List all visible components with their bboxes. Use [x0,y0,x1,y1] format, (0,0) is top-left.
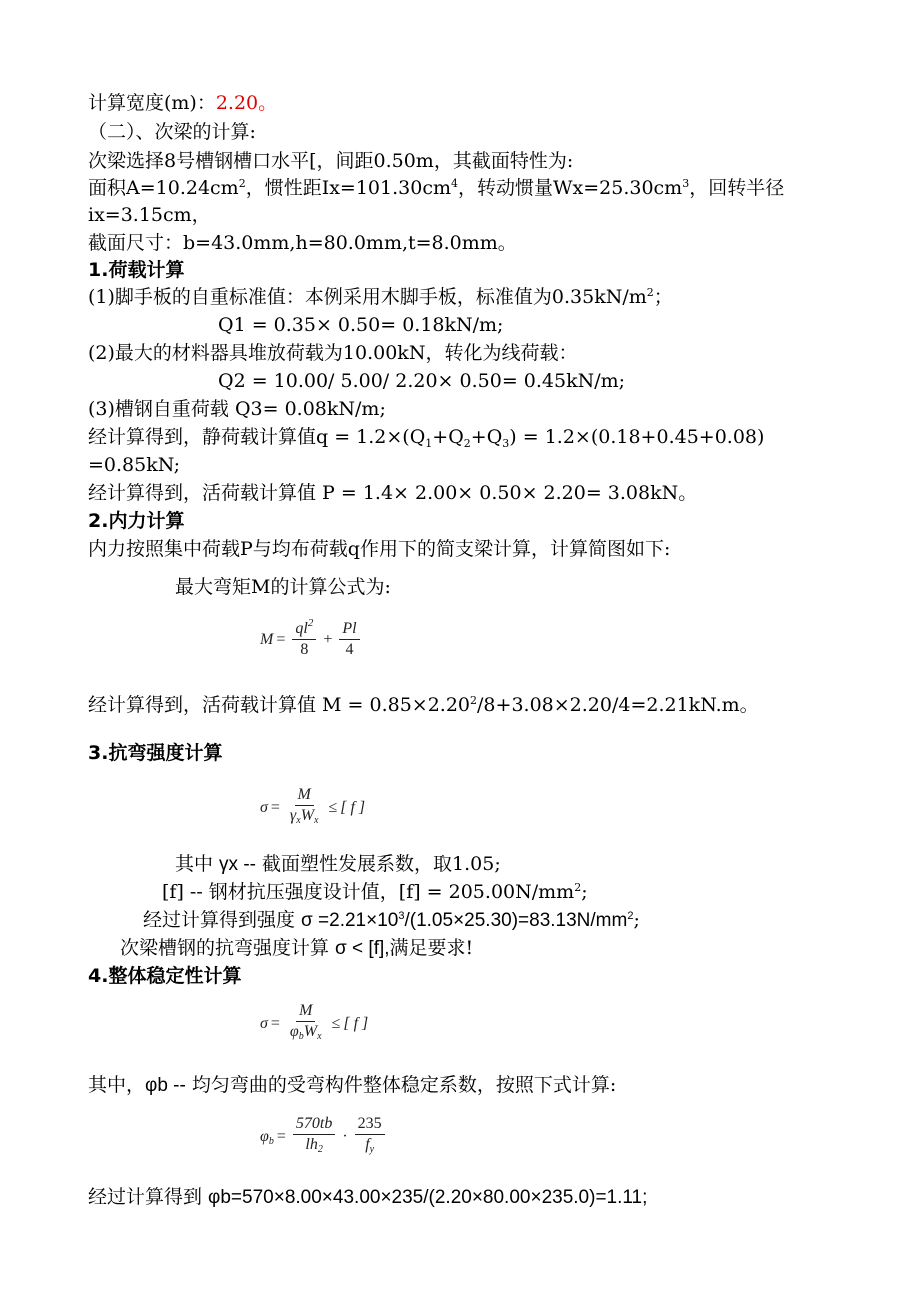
formula-fraction [287,1002,325,1046]
subscript: 2 [463,437,471,450]
highlight-value: 2.20。 [215,92,278,114]
text-line: (3)槽钢自重荷载 Q3= 0.08kN/m; [88,398,386,420]
section-heading: （二）、次梁的计算: [88,121,256,143]
subscript: b [298,1031,304,1042]
text-line [162,880,588,904]
text: ，回转半径 [689,177,785,199]
formula-operator: ≤ [331,1015,341,1032]
text: 均匀弯曲的受弯构件整体稳定系数，按照下式计算: [185,1074,617,1096]
formula-symbol: 235 [355,1115,385,1135]
superscript: 2 [307,617,314,629]
text-line [88,1185,647,1210]
subscript: 3 [502,437,510,450]
subscript: x [296,815,301,826]
text-line: 最大弯矩M的计算公式为: [175,576,391,598]
text: [f] -- 钢材抗压强度设计值，[f] = 205.00N/mm [162,881,575,903]
text: +Q [470,426,503,448]
formula-symbol: M [295,786,314,806]
subscript: 1 [425,437,433,450]
text-line: 经计算得到，活荷载计算值 P = 1.4× 2.00× 0.50× 2.20= 3.08kN。 [88,482,698,504]
formula-symbol: [ f ] [340,799,366,816]
formula-symbol: f [365,1136,370,1153]
formula-symbol: σ [260,1015,268,1032]
text-line [88,425,764,449]
formula-symbol: Pl [339,620,359,640]
text: 经计算得到，静荷载计算值q = 1.2×(Q [88,426,426,448]
symbol-text: σ =2.21×10 [301,910,399,931]
formula-bending-stress [260,786,365,830]
text: 经过计算得到强度 [143,909,302,931]
superscript: 2 [646,286,654,299]
superscript: 2 [574,881,582,894]
formula-operator: = [270,1015,280,1032]
subscript: 2 [317,1144,323,1155]
superscript: 3 [398,910,405,922]
superscript: 2 [238,177,246,190]
text-line: 截面尺寸：b=43.0mm,h=80.0mm,t=8.0mm。 [88,232,517,254]
symbol-text: /(1.05×25.30)=83.13N/mm [404,910,628,931]
subscript: y [369,1144,375,1155]
text-line [120,936,473,961]
text: 经计算得到，活荷载计算值 M = 0.85×2.20 [88,694,471,716]
subscript: b [268,1135,274,1147]
text: 次梁槽钢的抗弯强度计算 [120,937,336,959]
text: (1)脚手板的自重标准值：本例采用木脚手板，标准值为0.35kN/m [88,286,647,308]
calc-width-line [88,91,277,115]
formula-operator: = [276,1128,286,1145]
subscript: x [314,815,319,826]
text-line [175,852,501,877]
text: /8+3.08×2.20/4=2.21kN.m。 [477,694,759,716]
formula-fraction [287,786,322,830]
formula-symbol: φ [289,1023,299,1040]
formula-symbol: M [296,1002,315,1022]
formula-symbol [260,1128,274,1147]
text-line: 内力按照集中荷载P与均布荷载q作用下的简支梁计算，计算简图如下: [88,538,671,560]
heading-stability: 4.整体稳定性计算 [88,965,242,987]
text: ； [653,286,673,308]
text: ; [581,881,588,903]
text-line [88,693,759,717]
text: 满足要求! [389,937,474,959]
formula-fraction [292,617,316,659]
text-line: (2)最大的材料器具堆放荷载为10.00kN，转化为线荷载： [88,342,578,364]
superscript: 2 [627,910,634,922]
formula-symbol: lh [305,1136,318,1153]
formula-fraction [339,620,359,659]
formula-symbol: ql [295,620,308,637]
text: 其中 [175,853,220,875]
superscript: 3 [682,177,690,190]
section-properties-line [88,176,784,200]
formula-fraction [293,1115,335,1159]
symbol-text: φb -- [145,1075,186,1096]
formula-stability-stress [260,1002,368,1046]
text-line: =0.85kN; [88,454,181,476]
text: ) = 1.2×(0.18+0.45+0.08) [509,426,765,448]
text-line [88,1073,616,1098]
heading-internal-force: 2.内力计算 [88,510,185,532]
symbol-text: φb=570×8.00×43.00×235/(2.20×80.00×235.0)=1.11; [208,1187,648,1208]
formula-symbol: W [303,1023,318,1040]
text: 计算宽度(m)： [88,92,216,114]
formula-symbol: 4 [345,641,354,658]
text: 面积A=10.24cm [88,177,239,199]
formula-operator: = [276,630,286,648]
heading-load-calc: 1.荷载计算 [88,259,185,281]
text: ，转动惯量Wx=25.30cm [457,177,683,199]
text: ，惯性距Ix=101.30cm [245,177,451,199]
formula-operator: = [270,799,280,816]
equation-line: Q1 = 0.35× 0.50= 0.18kN/m; [218,314,504,336]
superscript: 4 [450,177,458,190]
text-line: ix=3.15cm， [88,204,211,226]
text: +Q [432,426,464,448]
text-line [143,908,640,933]
formula-symbol: σ [260,799,268,816]
formula-symbol: 570tb [293,1115,335,1135]
subscript: x [317,1031,322,1042]
formula-symbol: φ [260,1127,269,1145]
heading-bending-strength: 3.抗弯强度计算 [88,742,223,764]
symbol-text: γx -- [219,854,256,875]
text: 截面塑性发展系数，取1.05; [255,853,501,875]
equation-line: Q2 = 10.00/ 5.00/ 2.20× 0.50= 0.45kN/m; [218,370,626,392]
formula-phi-b [260,1115,389,1159]
formula-operator: ≤ [328,799,338,816]
symbol-text: σ < [f], [335,938,390,959]
text-line [88,285,673,309]
formula-symbol: γ [289,807,297,824]
text-line: 次梁选择8号槽钢槽口水平[，间距0.50m，其截面特性为: [88,150,574,172]
superscript: 2 [470,694,478,707]
formula-symbol: 8 [300,641,309,658]
formula-moment [260,617,364,659]
formula-operator: · [342,1128,348,1145]
text: 其中， [88,1074,146,1096]
text: 经过计算得到 [88,1186,209,1208]
formula-symbol: W [300,807,315,824]
formula-fraction [355,1115,385,1159]
formula-symbol: M [260,630,274,648]
formula-symbol: [ f ] [343,1015,369,1032]
text: ; [633,909,640,931]
formula-operator: + [323,630,333,648]
